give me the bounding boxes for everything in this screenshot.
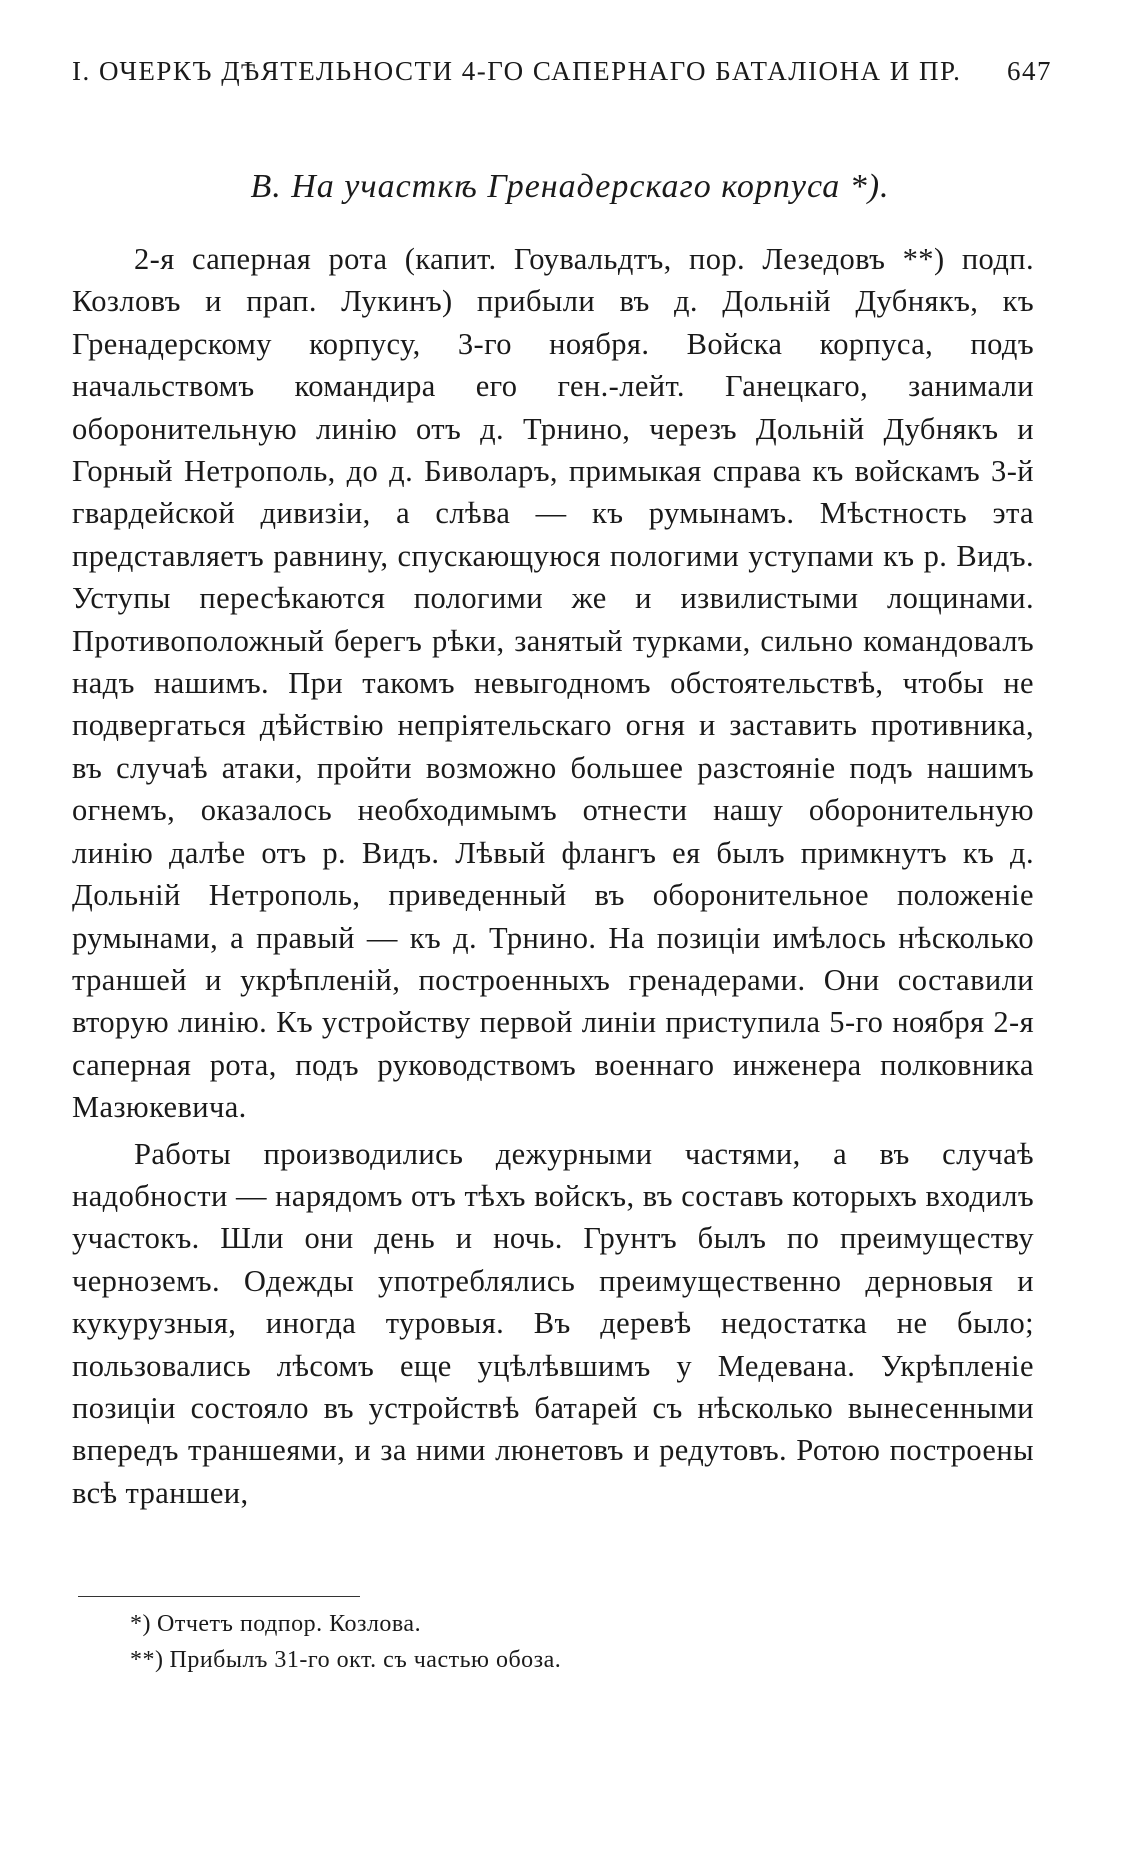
footnote-text: Прибылъ 31-го окт. съ частью обоза. <box>169 1647 562 1673</box>
body-text <box>72 238 1034 1514</box>
running-title: I. ОЧЕРКЪ ДѢЯТЕЛЬНОСТИ 4-ГО САПЕРНАГО БАТАЛІОНА И ПР. <box>72 56 962 86</box>
footnote <box>130 1642 1010 1678</box>
page-number: 647 <box>1007 56 1052 86</box>
section-heading: В. На участкѣ Гренадерскаго корпуса *). <box>250 168 890 205</box>
paragraph: Работы производились дежурными частями, а въ случаѣ надобности — нарядомъ отъ тѣхъ войскъ, въ составъ которыхъ входилъ участокъ. Шли они день и ночь. Грунтъ былъ по преимуществу черноземъ. Одежды употреблялись преимущественно дерновыя и кукурузныя, иногда туровыя. Въ деревѣ недостатка не было; пользовались лѣсомъ еще уцѣлѣвшимъ у Медевана. Укрѣпленіе позиціи состояло въ устройствѣ батарей съ нѣсколько вынесенными впередъ траншеями, и за ними люнетовъ и редутовъ. Ротою построены всѣ траншеи, <box>72 1136 1034 1510</box>
footnote-separator <box>78 1596 360 1597</box>
footnote-marker: *) <box>130 1611 151 1637</box>
footnote <box>130 1606 1010 1642</box>
paragraph: 2-я саперная рота (капит. Гоувальдтъ, пор. Лезедовъ **) подп. Козловъ и прап. Лукинъ) прибыли въ д. Дольній Дубнякъ, къ Гренадерскому корпусу, 3-го ноября. Войска корпуса, подъ начальствомъ командира его ген.-лейт. Ганецкаго, занимали оборонительную линію отъ д. Трнино, черезъ Дольній Дубнякъ и Горный Нетрополь, до д. Биволаръ, примыкая справа къ войскамъ 3-й гвардейской дивизіи, а слѣва — къ румынамъ. Мѣстность эта представляетъ равнину, спускающуюся пологими уступами къ р. Видъ. Уступы пересѣкаются пологими же и извилистыми лощинами. Противоположный берегъ рѣки, занятый турками, сильно командовалъ надъ нашимъ. При такомъ невыгодномъ обстоятельствѣ, чтобы не подвергаться дѣйствію непріятельскаго огня и заставить противника, въ случаѣ атаки, пройти возможно большее разстояніе подъ нашимъ огнемъ, оказалось необходимымъ отнести нашу оборонительную линію далѣе отъ р. Видъ. Лѣвый флангъ ея былъ примкнутъ къ д. Дольній Нетрополь, приведенный въ оборонительное положеніе румынами, а правый — къ д. Трнино. На позиціи имѣлось нѣсколько траншей и укрѣпленій, построенныхъ гренадерами. Они составили вторую линію. Къ устройству первой линіи приступила 5-го ноября 2-я саперная рота, подъ руководствомъ военнаго инженера полковника Мазюкевича. <box>72 242 1034 1125</box>
footnote-marker: **) <box>130 1647 164 1673</box>
footnote-text: Отчетъ подпор. Козлова. <box>157 1611 422 1637</box>
running-header <box>72 56 1052 87</box>
footnotes <box>130 1606 1010 1678</box>
